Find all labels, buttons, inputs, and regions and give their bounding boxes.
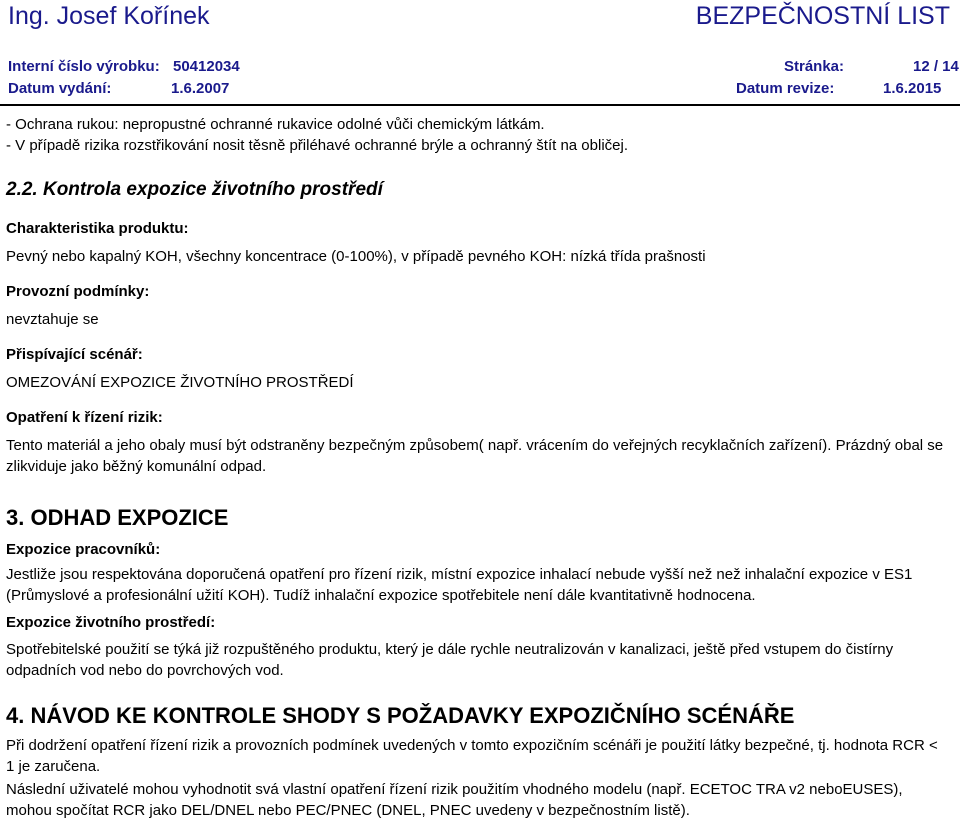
environment-exposure-text: Spotřebitelské použití se týká již rozpuštěného produktu, který je dále rychle neutralizován v kanalizaci, ještě před vstupem do čistírny odpadních vod nebo do povrchových vod. — [6, 641, 894, 679]
section-4-heading: 4. NÁVOD KE KONTROLE SHODY S POŽADAVKY EXPOZIČNÍHO SCÉNÁŘE — [6, 703, 795, 728]
page-number: 12 / 14 — [913, 58, 959, 75]
issue-date: 1.6.2007 — [171, 80, 230, 97]
operating-conditions-text: nevztahuje se — [6, 311, 99, 328]
product-number-label: Interní číslo výrobku: — [8, 58, 160, 75]
compliance-paragraph-2: Následní uživatelé mohou vyhodnotit svá vlastní opatření řízení rizik použitím vhodného modelu (např. ECETOC TRA v2 neboEUSES), mohou spočítat RCR jako DEL/DNEL nebo PEC/PNEC (DNEL, PNEC uvedeny v bezpečnostním listě). — [6, 781, 903, 819]
compliance-paragraph-1: Při dodržení opatření řízení rizik a provozních podmínek uvedených v tomto expozičním scénáři je použití látky bezpečné, tj. hodnota RCR < 1 je zaručena. — [6, 737, 938, 775]
header-meta-row-2 — [8, 80, 952, 100]
product-characteristics-text: Pevný nebo kapalný KOH, všechny koncentrace (0-100%), v případě pevného KOH: nízká třída prašnosti — [6, 248, 706, 265]
operating-conditions-label: Provozní podmínky: — [6, 283, 150, 300]
bullet-eye-protection: - V případě rizika rozstřikování nosit těsně přiléhavé ochranné brýle a ochranný štít na obličej. — [6, 137, 628, 154]
header-meta-row-1 — [8, 58, 959, 78]
issue-date-label: Datum vydání: — [8, 80, 112, 97]
page-label: Stránka: — [784, 58, 845, 75]
worker-exposure-text: Jestliže jsou respektována doporučená opatření pro řízení rizik, místní expozice inhalací nebude vyšší než než inhalační expozice v ES1 (Průmyslové a profesionální užití KOH). Tudíž inhalační expozice spotřebitele není dále kvantitativně hodnocena. — [6, 566, 913, 604]
product-number: 50412034 — [173, 58, 240, 75]
revision-date: 1.6.2015 — [883, 80, 942, 97]
worker-exposure-label: Expozice pracovníků: — [6, 541, 161, 558]
revision-date-label: Datum revize: — [736, 80, 835, 97]
section-3-heading: 3. ODHAD EXPOZICE — [6, 505, 229, 530]
section-2-2-heading: 2.2. Kontrola expozice životního prostředí — [6, 179, 383, 200]
header-title-row — [8, 2, 950, 31]
company-name: Ing. Josef Kořínek — [8, 2, 210, 30]
document-body — [6, 114, 950, 821]
risk-measures-text: Tento materiál a jeho obaly musí být odstraněny bezpečným způsobem( např. vrácením do veřejných recyklačních zařízení). Prázdný obal se zlikviduje jako běžný komunální odpad. — [6, 437, 944, 475]
environment-exposure-label: Expozice životního prostředí: — [6, 614, 216, 631]
product-characteristics-label: Charakteristika produktu: — [6, 220, 189, 237]
header-divider — [0, 104, 960, 106]
contributing-scenario-label: Přispívající scénář: — [6, 346, 143, 363]
bullet-hand-protection: - Ochrana rukou: nepropustné ochranné rukavice odolné vůči chemickým látkám. — [6, 116, 545, 133]
contributing-scenario-text: OMEZOVÁNÍ EXPOZICE ŽIVOTNÍHO PROSTŘEDÍ — [6, 374, 354, 391]
risk-measures-label: Opatření k řízení rizik: — [6, 409, 163, 426]
document-title: BEZPEČNOSTNÍ LIST — [695, 2, 950, 30]
